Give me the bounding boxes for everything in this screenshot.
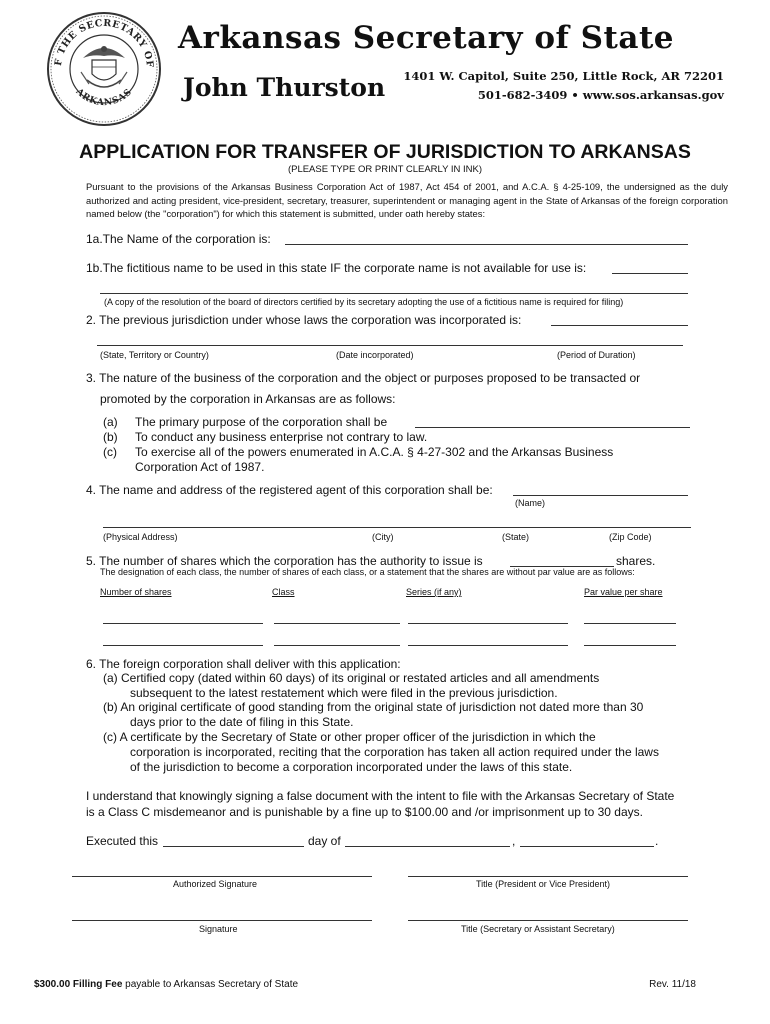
item-6b-line2: days prior to the date of filing in this State. — [130, 715, 354, 729]
filing-fee-payee: payable to Arkansas Secretary of State — [122, 979, 299, 990]
period-of-duration-label: (Period of Duration) — [557, 350, 636, 360]
agent-name-label: (Name) — [515, 498, 546, 508]
executed-period: . — [655, 834, 659, 848]
item-1b-label: 1b.The fictitious name to be used in this state IF the corporate name is not available for use is: — [86, 261, 587, 275]
item-3-label: 3. The nature of the business of the corporation and the object or purposes proposed to be transacted or — [86, 371, 641, 385]
item-6a-line2: subsequent to the latest restatement which were filed in the previous jurisdiction. — [130, 686, 558, 700]
item-1b-note: (A copy of the resolution of the board of directors certified by its secretary adopting the use of a fictitious name is required for filing) — [104, 297, 624, 307]
seal-text-top: F THE SECRETARY OF — [53, 17, 156, 69]
item-5-shares-suffix: shares. — [616, 554, 656, 568]
svg-text:ARKANSAS — [73, 86, 134, 108]
day-of-label: day of — [308, 834, 341, 848]
option-c-text-cont: Corporation Act of 1987. — [135, 460, 265, 474]
shares-class-field-1[interactable] — [274, 623, 400, 624]
executed-this-label: Executed this — [86, 834, 159, 848]
intro-paragraph: Pursuant to the provisions of the Arkansas Business Corporation Act of 1987, Act 454 of 2001, and A.C.A. § 4-25-109, the undersigned as the duly authorized and acting president, vice-president, secretary, treasurer, superintendent or managing agent in the State of Arkansas of the foreign corporation named below (the "corporation") for which this statement is submitted, under oath hereby states: — [86, 181, 728, 219]
shares-number-field-2[interactable] — [103, 645, 263, 646]
item-2-label: 2. The previous jurisdiction under whose laws the corporation was incorporated is: — [86, 313, 522, 327]
filing-fee-note — [34, 979, 298, 990]
item-5-note: The designation of each class, the number of shares of each class, or a statement that the shares are without par value are as follows: — [100, 567, 635, 577]
form-title: APPLICATION FOR TRANSFER OF JURISDICTION TO ARKANSAS — [79, 141, 691, 163]
shares-number-field-1[interactable] — [103, 623, 263, 624]
item-4-label: 4. The name and address of the registered agent of this corporation shall be: — [86, 483, 493, 497]
col-class: Class — [272, 587, 295, 597]
item-6c-line2: corporation is incorporated, reciting that the corporation has taken all action required under the laws — [130, 745, 659, 759]
signature-field[interactable] — [72, 920, 372, 921]
filing-fee-amount: $300.00 Filling Fee — [34, 979, 123, 990]
declaration-line1: I understand that knowingly signing a false document with the intent to file with the Arkansas Secretary of State — [86, 789, 675, 803]
item-6b-line1: (b) An original certificate of good standing from the original state of jurisdiction not dated more than 30 — [103, 700, 644, 714]
shares-class-field-2[interactable] — [274, 645, 400, 646]
executed-month-field[interactable] — [345, 846, 510, 847]
col-number-of-shares: Number of shares — [100, 587, 172, 597]
declaration-line2: is a Class C misdemeanor and is punishable by a fine up to $100.00 and /or imprisonment up to 30 days. — [86, 805, 643, 819]
shares-series-field-2[interactable] — [408, 645, 568, 646]
physical-address-label: (Physical Address) — [103, 532, 178, 542]
form-subtitle: (PLEASE TYPE OR PRINT CLEARLY IN INK) — [287, 164, 483, 175]
option-b-letter: (b) — [103, 430, 118, 444]
option-a-letter: (a) — [103, 415, 118, 429]
item-6a-line1: (a) Certified copy (dated within 60 days) of its original or restated articles and all amendments — [103, 671, 600, 685]
officer-name: John Thurston — [183, 73, 386, 102]
office-address: 1401 W. Capitol, Suite 250, Little Rock, AR 72201 — [403, 69, 724, 83]
title-secretary-label: Title (Secretary or Assistant Secretary) — [461, 924, 615, 934]
shares-series-field-1[interactable] — [408, 623, 568, 624]
option-c-letter: (c) — [103, 445, 117, 459]
item-6c-line3: of the jurisdiction to become a corporation incorporated under the laws of this state. — [130, 760, 573, 774]
executed-day-field[interactable] — [163, 846, 304, 847]
signature-label: Signature — [199, 924, 238, 934]
title-secretary-field[interactable] — [408, 920, 688, 921]
item-3-label-cont: promoted by the corporation in Arkansas are as follows: — [100, 392, 396, 406]
corporation-name-field[interactable] — [285, 244, 688, 245]
executed-comma: , — [512, 834, 516, 848]
col-series: Series (if any) — [406, 587, 462, 597]
revision-date: Rev. 11/18 — [649, 979, 696, 990]
executed-year-field[interactable] — [520, 846, 654, 847]
office-contact: 501-682-3409 • www.sos.arkansas.gov — [477, 88, 724, 102]
state-label: (State) — [502, 532, 530, 542]
title-president-label: Title (President or Vice President) — [476, 879, 611, 889]
seal-text-bottom: ARKANSAS — [73, 87, 135, 109]
authorized-signature-field[interactable] — [72, 876, 372, 877]
shares-par-field-1[interactable] — [584, 623, 676, 624]
item-5-label: 5. The number of shares which the corporation has the authority to issue is — [86, 554, 483, 568]
previous-jurisdiction-field[interactable] — [551, 325, 688, 326]
option-a-text: The primary purpose of the corporation shall be — [135, 415, 388, 429]
item-1a-label: 1a.The Name of the corporation is: — [86, 232, 271, 246]
agent-name-field[interactable] — [513, 495, 688, 496]
zip-code-label: (Zip Code) — [609, 532, 652, 542]
option-b-text: To conduct any business enterprise not contrary to law. — [135, 430, 428, 444]
primary-purpose-field[interactable] — [415, 427, 690, 428]
state-territory-label: (State, Territory or Country) — [100, 350, 209, 360]
item-6c-line1: (c) A certificate by the Secretary of State or other proper officer of the jurisdiction in which the — [103, 730, 596, 744]
shares-par-field-2[interactable] — [584, 645, 676, 646]
option-c-text: To exercise all of the powers enumerated in A.C.A. § 4-27-302 and the Arkansas Business — [135, 445, 614, 459]
fictitious-name-field[interactable] — [612, 273, 688, 274]
authorized-signature-label: Authorized Signature — [173, 879, 258, 889]
fictitious-name-field-line2[interactable] — [100, 293, 688, 294]
agent-address-field[interactable] — [103, 527, 691, 528]
col-par-value: Par value per share — [584, 587, 663, 597]
date-incorporated-label: (Date incorporated) — [336, 350, 414, 360]
city-label: (City) — [372, 532, 394, 542]
state-seal — [45, 10, 163, 128]
item-6-label: 6. The foreign corporation shall deliver with this application: — [86, 657, 401, 671]
jurisdiction-details-line[interactable] — [97, 345, 683, 346]
office-title: Arkansas Secretary of State — [178, 20, 674, 56]
title-president-field[interactable] — [408, 876, 688, 877]
